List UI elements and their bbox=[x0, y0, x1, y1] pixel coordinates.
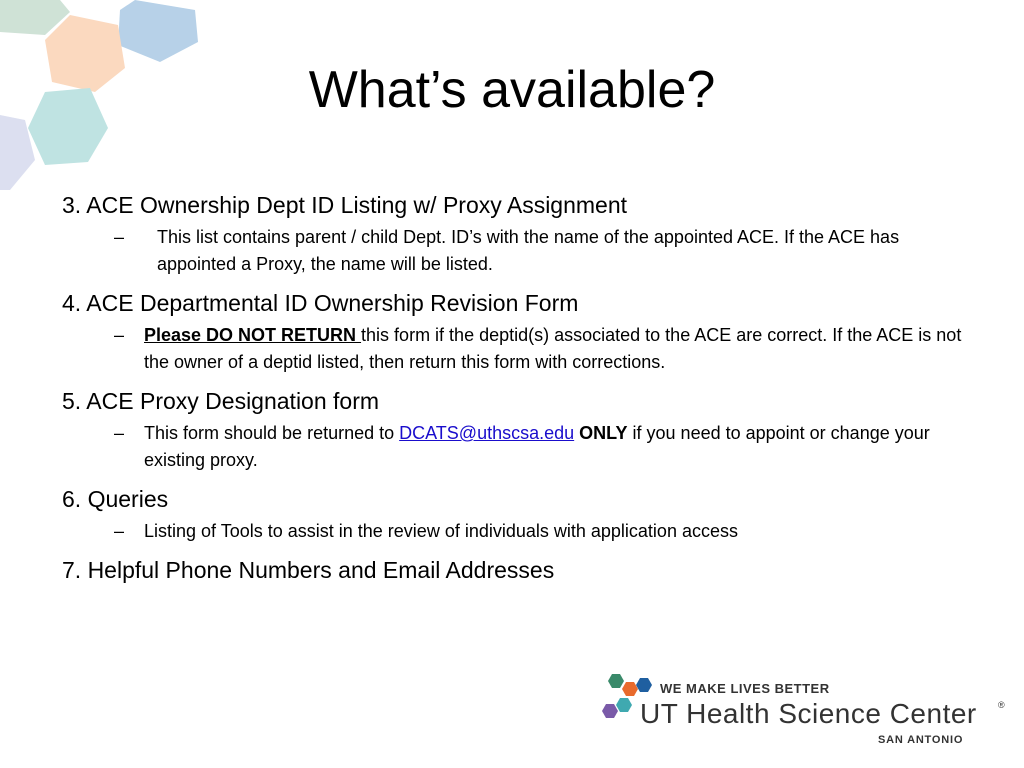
section-5-text-after: if you need to appoint or change your existing proxy. bbox=[144, 423, 930, 470]
slide-content bbox=[62, 188, 962, 587]
section-4-text-wrap bbox=[144, 322, 962, 376]
section-3-text: This list contains parent / child Dept. ID’s with the name of the appointed ACE. If the ACE has appointed a Proxy, the name will be listed. bbox=[157, 227, 900, 274]
logo-name: UT Health Science Center bbox=[640, 698, 977, 729]
section-5-text-wrap bbox=[144, 420, 962, 474]
registered-mark: ® bbox=[998, 700, 1005, 710]
ut-health-logo bbox=[602, 672, 1012, 752]
section-heading-3: 3. ACE Ownership Dept ID Listing w/ Proxy Assignment bbox=[62, 192, 628, 218]
bullet-dash: – bbox=[114, 521, 125, 541]
section-6-detail bbox=[62, 518, 962, 545]
email-link[interactable]: DCATS@uthscsa.edu bbox=[399, 423, 575, 443]
bullet-dash: – bbox=[114, 423, 125, 443]
bullet-dash: – bbox=[114, 325, 125, 345]
section-5-text-before: This form should be returned to bbox=[144, 423, 400, 443]
only-emphasis: ONLY bbox=[579, 423, 628, 443]
section-4-text: this form if the deptid(s) associated to the ACE are correct. If the ACE is not the owner of a deptid listed, then return this form with corrections. bbox=[144, 325, 962, 372]
section-5-detail bbox=[62, 420, 962, 474]
do-not-return-emphasis: Please DO NOT RETURN bbox=[144, 325, 362, 345]
section-6-text: Listing of Tools to assist in the review of individuals with application access bbox=[144, 521, 738, 541]
section-4-detail bbox=[62, 322, 962, 376]
section-heading-4: 4. ACE Departmental ID Ownership Revision Form bbox=[62, 290, 579, 316]
section-heading-6: 6. Queries bbox=[62, 486, 169, 512]
section-heading-5: 5. ACE Proxy Designation form bbox=[62, 388, 380, 414]
logo-location: SAN ANTONIO bbox=[878, 734, 964, 746]
section-3-detail bbox=[62, 224, 962, 278]
slide-title: What’s available? bbox=[308, 61, 716, 119]
hexagon-blue bbox=[118, 0, 198, 62]
section-heading-7: 7. Helpful Phone Numbers and Email Addresses bbox=[62, 557, 555, 583]
bullet-dash: – bbox=[114, 227, 125, 247]
logo-tagline: WE MAKE LIVES BETTER bbox=[660, 681, 830, 696]
